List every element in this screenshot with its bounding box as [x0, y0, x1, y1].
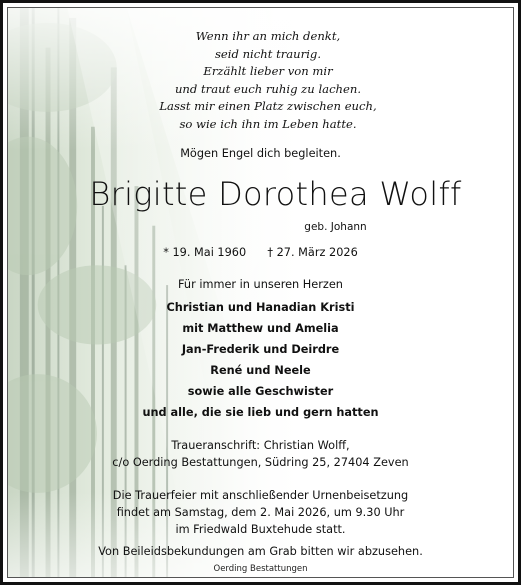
- mourner-line: Jan-Frederik und Deirdre: [181, 343, 340, 356]
- condolence-note: Von Beileidsbekundungen am Grab bitten wir abzusehen.: [98, 545, 423, 558]
- funeral-home-footer: Oerding Bestattungen: [213, 564, 308, 574]
- ceremony-line: im Friedwald Buxtehude statt.: [175, 523, 346, 536]
- poem-line: und traut euch ruhig zu lachen.: [174, 81, 362, 96]
- birth-name: geb. Johann: [304, 221, 367, 233]
- mourner-line: und alle, die sie lieb und gern hatten: [142, 406, 379, 419]
- ceremony-line: Die Trauerfeier mit anschließender Urnenbeisetzung: [112, 489, 409, 502]
- birth-date: * 19. Mai 1960: [163, 246, 247, 259]
- poem-line: Lasst mir einen Platz zwischen euch,: [159, 99, 377, 114]
- address-line: c/o Oerding Bestattungen, Südring 25, 27404 Zeven: [112, 456, 409, 469]
- mourner-line: mit Matthew und Amelia: [182, 322, 339, 335]
- poem-line: Erzählt lieber von mir: [203, 64, 333, 79]
- poem-line: Wenn ihr an mich denkt,: [195, 29, 341, 43]
- mourner-line: René und Neele: [210, 364, 311, 377]
- forever-line: Für immer in unseren Herzen: [178, 278, 343, 291]
- poem-line: so wie ich ihn im Leben hatte.: [179, 116, 357, 131]
- deceased-name: Brigitte Dorothea Wolff: [89, 175, 462, 213]
- poem: [158, 28, 378, 134]
- obituary-panel: [7, 7, 514, 578]
- death-date: † 27. März 2026: [267, 246, 358, 259]
- life-dates: [8, 246, 513, 259]
- mourner-line: sowie alle Geschwister: [187, 385, 334, 398]
- poem-line: seid nicht traurig.: [214, 46, 322, 61]
- mourner-line: Christian und Hanadian Kristi: [166, 301, 355, 314]
- ceremony-line: findet am Samstag, dem 2. Mai 2026, um 9.30 Uhr: [116, 506, 405, 519]
- blessing: Mögen Engel dich begleiten.: [180, 147, 341, 160]
- address-line: Traueranschrift: Christian Wolff,: [171, 439, 350, 452]
